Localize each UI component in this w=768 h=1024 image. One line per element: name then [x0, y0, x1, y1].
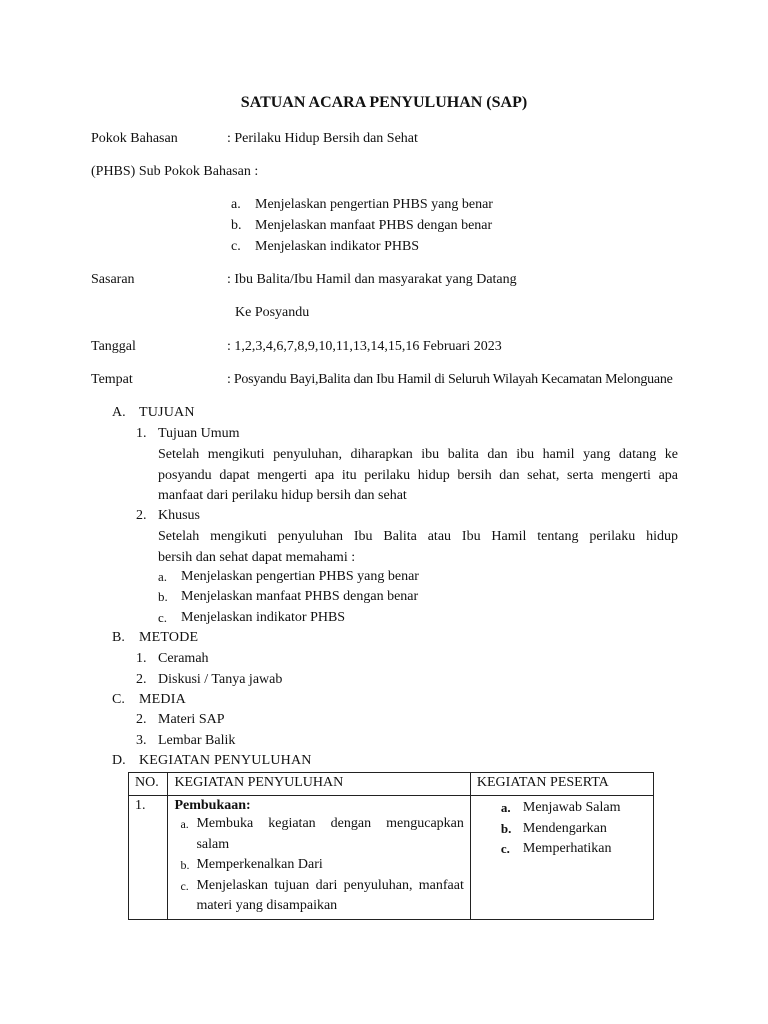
paragraph-line: manfaat dari perilaku hidup bersih dan sehat [158, 488, 407, 503]
tanggal-value: : 1,2,3,4,6,7,8,9,10,11,13,14,15,16 Februari 2023 [227, 339, 502, 354]
tujuan-umum-title: Tujuan Umum [158, 426, 240, 441]
peserta-list [477, 798, 647, 860]
paragraph-line: Setelah mengikuti penyuluhan Ibu Balita atau Ibu Hamil tentang perilaku hidup [158, 529, 678, 544]
list-item [174, 814, 463, 855]
sub-item-text: Menjelaskan pengertian PHBS yang benar [255, 197, 493, 212]
list-marker: a. [180, 817, 189, 831]
list-item [477, 798, 647, 819]
paragraph-line: Setelah mengikuti penyuluhan, diharapkan ibu balita dan ibu hamil yang datang ke [158, 447, 678, 462]
sub-item-marker: a. [231, 197, 241, 212]
list-text: Mendengarkan [522, 820, 607, 836]
tujuan-umum-number: 1. [136, 426, 147, 441]
peserta-cell [470, 796, 653, 920]
list-text: Menjawab Salam [522, 800, 621, 815]
khusus-paragraph [158, 527, 678, 568]
section-c-title: MEDIA [139, 692, 186, 707]
list-marker: b. [180, 858, 190, 872]
sasaran-label: Sasaran [91, 272, 135, 287]
pokok-bahasan-value: : Perilaku Hidup Bersih dan Sehat [227, 131, 418, 146]
media-item-text: Materi SAP [158, 712, 225, 727]
list-marker: c. [180, 878, 189, 893]
list-marker: a. [500, 800, 511, 815]
kegiatan-cell [168, 796, 470, 920]
metode-item-number: 1. [136, 651, 147, 666]
kegiatan-table [128, 772, 654, 920]
list-text: Membuka kegiatan dengan mengucapkan salam [196, 816, 464, 852]
header-kegiatan-penyuluhan: KEGIATAN PENYULUHAN [168, 773, 470, 796]
metode-item-text: Ceramah [158, 651, 209, 666]
header-no: NO. [129, 773, 168, 796]
tempat-label: Tempat [91, 372, 133, 387]
metode-item-number: 2. [136, 672, 147, 687]
section-a-marker: A. [112, 405, 126, 420]
list-item [477, 839, 647, 860]
section-b-marker: B. [112, 630, 125, 645]
list-text: Menjelaskan tujuan dari penyuluhan, manfaat materi yang disampaikan [196, 877, 464, 913]
list-text: Memperkenalkan Dari [196, 857, 323, 872]
sasaran-value: : Ibu Balita/Ibu Hamil dan masyarakat yang Datang [227, 272, 517, 287]
list-item [174, 855, 463, 876]
sub-item-text: Menjelaskan indikator PHBS [255, 239, 420, 254]
document-title: SATUAN ACARA PENYULUHAN (SAP) [240, 94, 528, 111]
row-number: 1. [129, 796, 168, 920]
sub-item-marker: b. [231, 218, 242, 233]
sub-pokok-bahasan-label: (PHBS) Sub Pokok Bahasan : [91, 164, 259, 179]
khusus-item-marker: b. [158, 589, 168, 604]
list-text: Memperhatikan [522, 841, 612, 856]
pokok-bahasan-label: Pokok Bahasan [91, 131, 178, 146]
metode-item-text: Diskusi / Tanya jawab [158, 672, 283, 687]
paragraph-line: bersih dan sehat dapat memahami : [158, 549, 356, 565]
list-item [477, 819, 647, 840]
list-marker: b. [500, 820, 512, 836]
media-item-text: Lembar Balik [158, 733, 236, 748]
list-marker: c. [500, 841, 510, 856]
khusus-title: Khusus [158, 508, 201, 523]
khusus-item-marker: c. [158, 610, 168, 625]
section-d-marker: D. [112, 753, 126, 768]
sub-item-marker: c. [231, 239, 241, 254]
table-row [129, 796, 654, 920]
pembukaan-heading: Pembukaan: [174, 798, 251, 813]
khusus-item-text: Menjelaskan manfaat PHBS dengan benar [181, 589, 419, 604]
list-item [174, 876, 463, 917]
sub-item-text: Menjelaskan manfaat PHBS dengan benar [255, 218, 493, 233]
sasaran-continuation: Ke Posyandu [235, 305, 310, 320]
media-item-number: 3. [136, 733, 147, 748]
paragraph-line: posyandu dapat mengerti apa itu perilaku hidup bersih dan sehat, serta mengerti apa [158, 467, 678, 483]
section-c-marker: C. [112, 692, 125, 707]
khusus-item-text: Menjelaskan pengertian PHBS yang benar [181, 569, 419, 584]
tanggal-label: Tanggal [91, 339, 136, 354]
kegiatan-list [174, 814, 463, 917]
tujuan-umum-paragraph [158, 445, 678, 507]
khusus-number: 2. [136, 508, 147, 523]
table-header-row [129, 773, 654, 796]
media-item-number: 2. [136, 712, 147, 727]
tempat-value: : Posyandu Bayi,Balita dan Ibu Hamil di Seluruh Wilayah Kecamatan Melonguane [227, 372, 673, 387]
section-d-title: KEGIATAN PENYULUHAN [139, 753, 312, 768]
section-a-title: TUJUAN [139, 405, 195, 420]
header-kegiatan-peserta: KEGIATAN PESERTA [470, 773, 653, 796]
khusus-item-text: Menjelaskan indikator PHBS [181, 610, 346, 625]
section-b-title: METODE [139, 630, 199, 645]
khusus-item-marker: a. [158, 569, 168, 584]
